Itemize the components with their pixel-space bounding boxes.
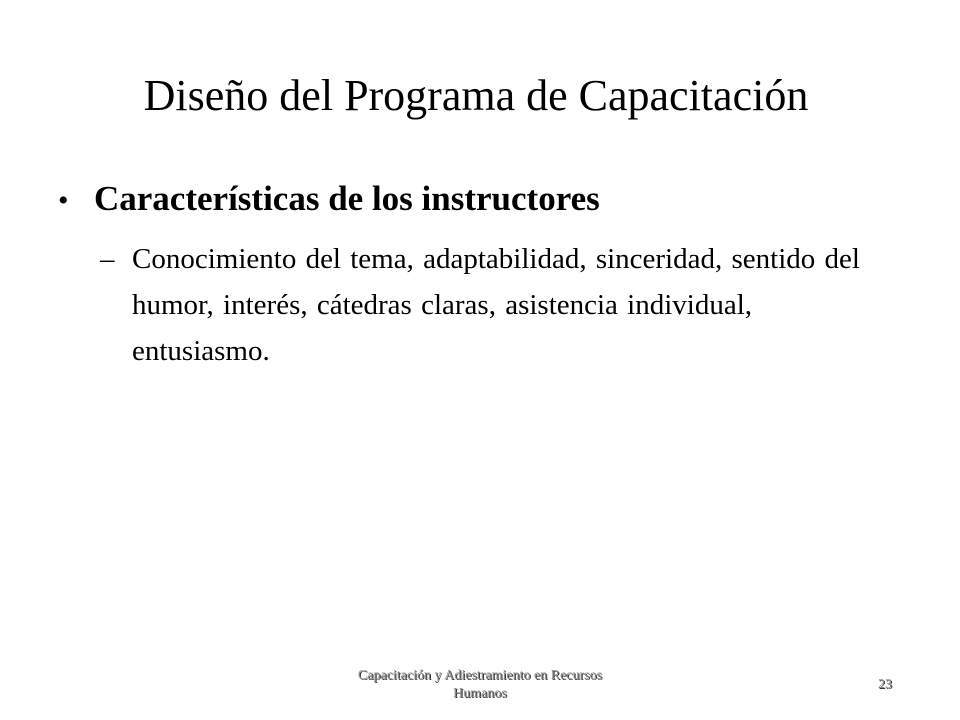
sub-bullet-symbol: – [100, 243, 115, 275]
sub-bullet-text: Conocimiento del tema, adaptabilidad, sinceridad, sentido del humor, interés, cátedras claras, asistencia individual, entusiasmo. [132, 243, 860, 367]
bullet-text: Características de los instructores [94, 179, 600, 218]
bullet-symbol: • [58, 184, 69, 217]
slide-title: Diseño del Programa de Capacitación [143, 71, 809, 120]
bullet-item [58, 176, 918, 224]
page-number: 23 [878, 677, 892, 692]
sub-bullet-item [100, 236, 900, 374]
footer-text: Capacitación y Adiestramiento en Recursos Humanos [357, 668, 603, 701]
